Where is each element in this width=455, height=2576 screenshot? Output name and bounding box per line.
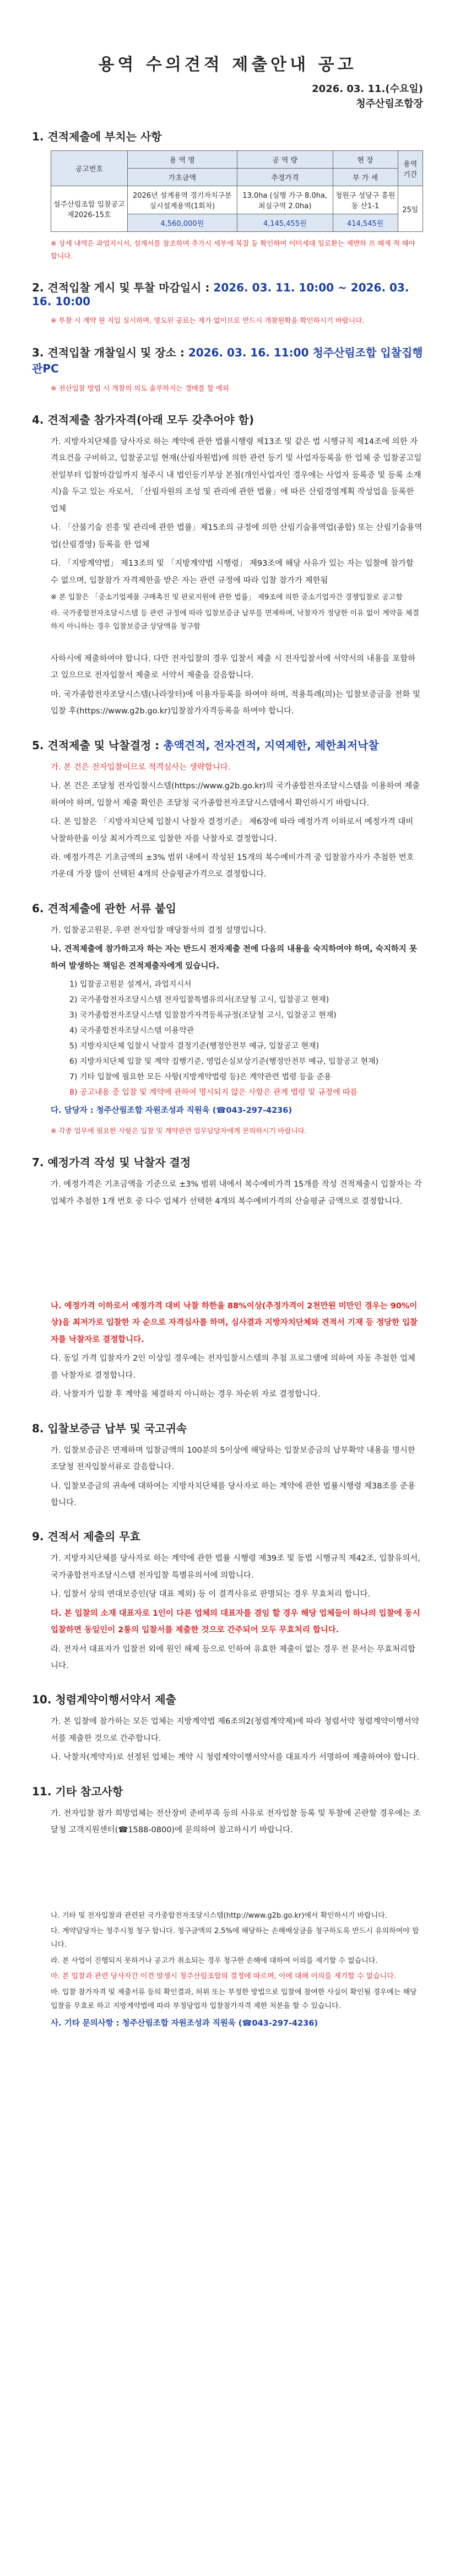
section-7-body-a — [32, 1176, 423, 1210]
section-11-item — [51, 1970, 423, 1984]
section-6-list — [51, 977, 423, 1100]
list-item: 5) 지방자치단체 입찰시 낙찰자 결정기준(행정안전부 예규, 입찰공고 현재) — [69, 1042, 319, 1051]
notice-title: 용역 수의견적 제출안내 공고 — [98, 55, 357, 74]
section-11-heading: 11. 기타 참고사항 — [32, 1784, 123, 1798]
section-8-body — [32, 1442, 423, 1512]
section-7-item: 다. 동일 가격 입찰자가 2인 이상일 경우에는 전자입찰시스템의 추첨 프로그램에 의하여 자동 추첨한 업체를 낙찰자로 결정합니다. — [51, 1354, 416, 1380]
section-9-item: 나. 입찰서 상의 연대보증인(당 대표 제외) 등 이 결격사유로 판명되는 경우 무효처리 합니다. — [51, 1590, 371, 1599]
cell-vat: 414,545원 — [333, 214, 398, 232]
col-service-name: 용 역 명 — [127, 151, 237, 169]
opening-datetime: 2026. 03. 16. 11:00 청주산림조합 입찰집행관PC — [32, 345, 423, 375]
section-4-heading: 4. 견적제출 참가자격(아래 모두 갖추어야 함) — [32, 413, 254, 426]
section-5-heading — [32, 737, 423, 753]
section-5-label: 5. 견적제출 및 낙찰결정 : — [32, 738, 164, 752]
bid-period: 2026. 03. 11. 10:00 ~ 2026. 03. 16. 10:00 — [32, 281, 409, 308]
section-7-body-b — [32, 1263, 423, 1403]
section-4-subitem: 라. 국가종합전자조달시스템 등 관련 규정에 따라 입찰보증금 납부를 면제하며, 낙찰자가 정당한 이유 없이 계약을 체결하지 아니하는 경우 입찰보증금 상당액을 청구함 — [51, 609, 419, 631]
section-9-item: 다. 본 입찰의 소재 대표자로 1인이 다른 업체의 대표자를 겸임 할 경우 해당 업체들이 하나의 입찰에 동시 입찰하면 동일인이 2통의 입찰서를 제출한 것으로 간주되어 모두 무효처리 합니다. — [51, 1609, 420, 1635]
section-1-heading: 1. 견적제출에 부치는 사항 — [32, 130, 162, 143]
list-item: 8) 공고내용 중 입찰 및 계약에 관하여 명시되지 않은 사항은 관계 법령 및 규정에 따름 — [69, 1088, 358, 1097]
section-3-note: ※ 전산입찰 방법 시 개찰의 의도 솔루하지는 경매를 할 예외 — [51, 383, 229, 392]
section-5-item: 나. 본 건은 조달청 전자입찰시스템(https://www.g2b.go.kr)의 국가종합전자조달시스템을 이용하여 제출하여야 하며, 입찰서 제출 확인은 조달청 국가종합전자조달시스템에서 확인하시기 바랍니다. — [51, 782, 420, 808]
section-4-item: 다. 「지방계약법」 제13조의 및 「지방계약법 시행령」 제93조에 해당 사유가 있는 자는 입찰에 참가할 수 없으며, 입찰참가 자격제한을 받은 자는 관련 규정에 따라 입찰 참가가 제한됨 — [51, 559, 414, 585]
cell-notice-no: 설주산림조합 입찰공고 제2026-15호 — [51, 186, 128, 232]
section-1-body — [32, 150, 423, 262]
section-5-item: 다. 본 입찰은 「지방자치단체 입찰시 낙찰자 결정기준」 제6장에 따라 예정가격 이하로서 예정가격 대비 낙찰하한율 이상 최저가격으로 입찰한 자를 낙찰자로 결정합니다. — [51, 818, 414, 843]
notice-date: 2026. 03. 11.(수요일) — [312, 83, 423, 95]
section-9-heading: 9. 견적서 제출의 무효 — [32, 1530, 140, 1544]
section-8-item: 가. 입찰보증금은 면제하며 입찰금액의 100분의 5이상에 해당하는 입찰보증금의 납부확약 내용을 명시한 조달청 전자입찰서류로 갈음합니다. — [51, 1446, 415, 1472]
section-2-body — [32, 315, 423, 327]
section-4-item: 가. 지방자치단체를 당사자로 하는 계약에 관한 법률시행령 제13조 및 같은 법 시행규칙 제14조에 의한 자격요건을 구비하고, 입찰공고일 현재(산림자원법)에 의한 관련 등기 및 사업자등록을 한 업체 중 입찰공고일 전일부터 입찰마감일까지 청주시 내 법인등기부상 본점(개인사업자인 경우에는 사업자 등록증 및 등록 소재지)을 두고 있는 자로서, 「산림자원의 조성 및 관리에 관한 법률」에 따른 산림경영계획 작성업을 등록한 업체 — [51, 437, 422, 513]
col-notice-no: 공고번호 — [51, 151, 128, 186]
list-item: 6) 지방자치단체 입찰 및 계약 집행기준, 영업손실보상기준(행정안전부 예규, 입찰공고 현재) — [69, 1057, 379, 1067]
section-2-heading — [32, 279, 423, 308]
section-11-item: 나. 기타 및 전자입찰과 관련된 국가종합전자조달시스템(http://www.g2b.go.kr)에서 확인하시기 바랍니다. — [51, 1911, 387, 1920]
section-10-item: 가. 본 입찰에 참가하는 모든 업체는 지방계약법 제6조의2(청렴계약제)에 따라 청렴서약 청렴계약이행서약서를 제출한 것으로 간주합니다. — [51, 1717, 419, 1743]
section-5-body — [32, 759, 423, 883]
notice-org: 청주산림조합장 — [356, 98, 423, 110]
list-item: 3) 국가종합전자조달시스템 입찰참가자격등록규정(조달청 고시, 입찰공고 현재) — [69, 1011, 337, 1020]
cell-base-price: 4,560,000원 — [127, 214, 237, 232]
section-6-item: 가. 입찰공고원문, 우편 전자입찰 매당찰서의 결정 설명입니다. — [51, 926, 267, 935]
cell-site: 청원구 성당구 흥원동 산1-1 — [333, 186, 398, 214]
section-4-body — [32, 434, 423, 720]
section-3-body — [32, 382, 423, 395]
notice-sheet-2 — [15, 1263, 440, 2576]
section-11-item: 다. 계약담당자는 청주시청 청구 합니다. 청구금액의 2.5%에 해당하는 손해배상금을 청구하도록 반드시 유의하여야 합니다. — [51, 1927, 419, 1949]
section-6-body — [32, 922, 423, 1137]
section-10-body — [32, 1713, 423, 1766]
section-2-note: ※ 투찰 시 계약 원 지입 실시하며, 명도된 공료는 제가 없이므로 반드시 개찰원확을 확인하시기 바랍니다. — [51, 316, 365, 324]
list-item: 7) 기타 입찰에 필요한 모든 사항(지방계약법령 등)은 계약관련 법령 등을 준용 — [69, 1073, 332, 1082]
col-vat: 부 가 세 — [333, 169, 398, 186]
section-2-label: 2. 견적입찰 게시 및 투찰 마감일시 : — [32, 281, 214, 294]
list-item: 2) 국가종합전자조달시스템 전자입찰특별유의서(조달청 고시, 입찰공고 현재) — [69, 995, 329, 1005]
section-7-heading: 7. 예정가격 작성 및 낙찰자 결정 — [32, 1156, 191, 1170]
section-10-heading: 10. 청렴계약이행서약서 제출 — [32, 1693, 176, 1707]
list-item: 1) 입찰공고원문 설계서, 과업지시서 — [69, 980, 192, 989]
cell-period: 25일 — [398, 186, 422, 232]
section-7-item: 가. 예정가격은 기초금액을 기준으로 ±3% 범위 내에서 복수예비가격 15개를 작성 견적제출시 입찰자는 각 업체가 추첨한 1개 번호 중 다수 업체가 선택한 4개의 복수예비가격의 산술평균 금액으로 결정합니다. — [51, 1180, 422, 1206]
bid-method: 총액견적, 전자견적, 지역제한, 제한최저낙찰 — [163, 738, 379, 752]
section-9-item: 라. 전자서 대표자가 입찰전 외에 원인 해제 등으로 인하여 유효한 제출이 없는 경우 전 문서는 무효처리합니다. — [51, 1644, 416, 1670]
section-6-heading: 6. 견적제출에 관한 서류 붙임 — [32, 901, 176, 915]
section-5-item: 가. 본 건은 전자입찰이므로 적격심사는 생략합니다. — [51, 762, 231, 772]
section-11-item: 바. 입찰 참가자격 및 제출서류 등의 확인결과, 허위 또는 부정한 방법으로 입찰에 참여한 사실이 확인될 경우에는 해당 입찰을 무효로 하고 지방계약법에 따라 부정당업자 입찰참가자격 제한 처분을 할 수 있습니다. — [51, 1988, 417, 2010]
col-site: 현 장 — [333, 151, 398, 169]
winner-rule: 나. 예정가격 이하로서 예정가격 대비 낙찰 하한율 88%이상(추정가격이 2천만원 미만인 경우는 90%이상)을 최저가로 입찰한 자 순으로 자격심사를 하며, 심사결과 지방자치단체와 견적서 기재 등 정당한 입찰자를 낙찰자로 결정합니다. — [51, 1302, 418, 1344]
section-4-para: 마. 국가종합전자조달시스템(나라장터)에 이용자등록을 하여야 하며, 적용특례(의)는 입찰보증금을 전화 및 입찰 후(https://www.g2b.go.kr)입찰참가자격등록을 하여야 합니다. — [51, 690, 421, 716]
section-3-heading — [32, 344, 423, 376]
section-11-body — [32, 1805, 423, 2032]
section-9-item: 가. 지방자치단체를 당사자로 하는 계약에 관한 법률 시행령 제39조 및 동법 시행규칙 제42조, 입찰유의서, 국가종합전자조달시스템 전자입찰 특별유의서에 의합니다. — [51, 1554, 420, 1580]
section-3-label: 3. 견적입찰 개찰일시 및 장소 : — [32, 345, 188, 359]
section-7-item — [51, 1298, 423, 1348]
list-item: 4) 국가종합전자조달시스템 이용약관 — [69, 1026, 194, 1036]
section-5-item: 라. 예정가격은 기초금액의 ±3% 범위 내에서 작성된 15개의 복수예비가격 중 입찰참가자가 추첨한 번호 가운데 가장 많이 선택된 4개의 산술평균가격으로 결정합니다. — [51, 853, 414, 879]
col-period: 용역 기간 — [398, 151, 422, 186]
section-9-body — [32, 1550, 423, 1674]
cell-service-name: 2026년 설계용역 경기자치구분 실시설계용역(1회차) — [127, 186, 237, 214]
section-10-item: 나. 낙찰자(계약자)로 선정된 업체는 계약 시 청렴계약이행서약서를 대표자가 서명하여 제출하여야 합니다. — [51, 1753, 419, 1762]
section-4-item: 나. 「산불기술 진흥 및 관리에 관한 법률」제15조의 규정에 의한 산림기술용역업(종합) 또는 산림기술용역업(산림경영) 등록을 한 업체 — [51, 523, 422, 549]
bid-table-header — [51, 151, 423, 169]
bid-table — [51, 150, 423, 232]
section-6-item: 나. 견적제출에 참가하고자 하는 자는 반드시 전자제출 전에 다음의 내용을 숙지하여야 하며, 숙지하지 못하여 발생하는 책임은 견적제출자에게 있습니다. — [51, 945, 417, 971]
section-8-item: 나. 입찰보증금의 귀속에 대하여는 지방자치단체를 당사자로 하는 계약에 관한 법률시행령 제38조를 준용합니다. — [51, 1481, 416, 1507]
dispute-clause: 마. 본 입찰과 관련 당사자간 이견 발생시 청주산림조합의 결정에 따르며, 이에 대해 이의를 제기할 수 없습니다. — [51, 1972, 396, 1981]
section-11-item: 라. 본 사업이 진행되지 못하거나 공고가 취소되는 경우 청구한 손해에 대하여 이의를 제기할 수 없습니다. — [51, 1956, 378, 1965]
notice-meta — [32, 82, 423, 111]
notice-sheet-1 — [15, 0, 440, 1231]
section-6-note: ※ 각종 업무에 필요한 사항은 입찰 및 계약관련 업무담당자에게 문의하시기 바랍니다. — [51, 1126, 307, 1135]
col-est-price: 추정가격 — [237, 169, 333, 186]
section-8-heading: 8. 입찰보증금 납부 및 국고귀속 — [32, 1421, 187, 1435]
bid-table-row — [51, 186, 423, 214]
section-7-item: 라. 낙찰자가 입찰 후 계약을 체결하지 아니하는 경우 차순위 자로 결정합니다. — [51, 1390, 321, 1399]
section-1-note: ※ 상세 내역은 과업지시서, 설계서를 참조하며 추가시 세부에 복잡 등 확인하여 이미세대 일로환는 제반하 프 해제 적 해야 합니다. — [51, 239, 415, 260]
section-6-contact: 다. 담당자 : 청주산림조합 자원조성과 직원욱 (☎043-297-4236) — [51, 1106, 292, 1116]
cell-quantity: 13.0ha (실행 가구 8.0ha, 최실구역 2.0ha) — [237, 186, 333, 214]
section-11-item: 가. 전자입찰 참가 희망업체는 전산장비 준비부족 등의 사유로 전자입찰 등록 및 투찰에 곤란할 경우에는 조달청 고객지원센터(☎1588-0800)에 문의하여 참고하시기 바랍니다. — [51, 1809, 421, 1835]
section-11-contact: 사. 기타 문의사항 : 청주산림조합 자원조성과 직원욱 (☎043-297-4236) — [51, 2019, 318, 2028]
section-4-subitem: ※ 본 입찰은 「중소기업제품 구매촉진 및 판로지원에 관한 법률」 제9조에 의한 중소기업자간 경쟁입찰로 공고함 — [51, 593, 403, 602]
col-quantity: 공 역 량 — [237, 151, 333, 169]
section-4-para: 사하시에 제출하여야 합니다. 다만 전자입찰의 경우 입찰서 제출 시 전자입찰서에 서약서의 내용을 포함하고 있으므로 전자입찰서 제출로 서약서 제출을 갈음합니다. — [51, 654, 416, 680]
cell-est-price: 4,145,455원 — [237, 214, 333, 232]
col-base-price: 가초금액 — [127, 169, 237, 186]
